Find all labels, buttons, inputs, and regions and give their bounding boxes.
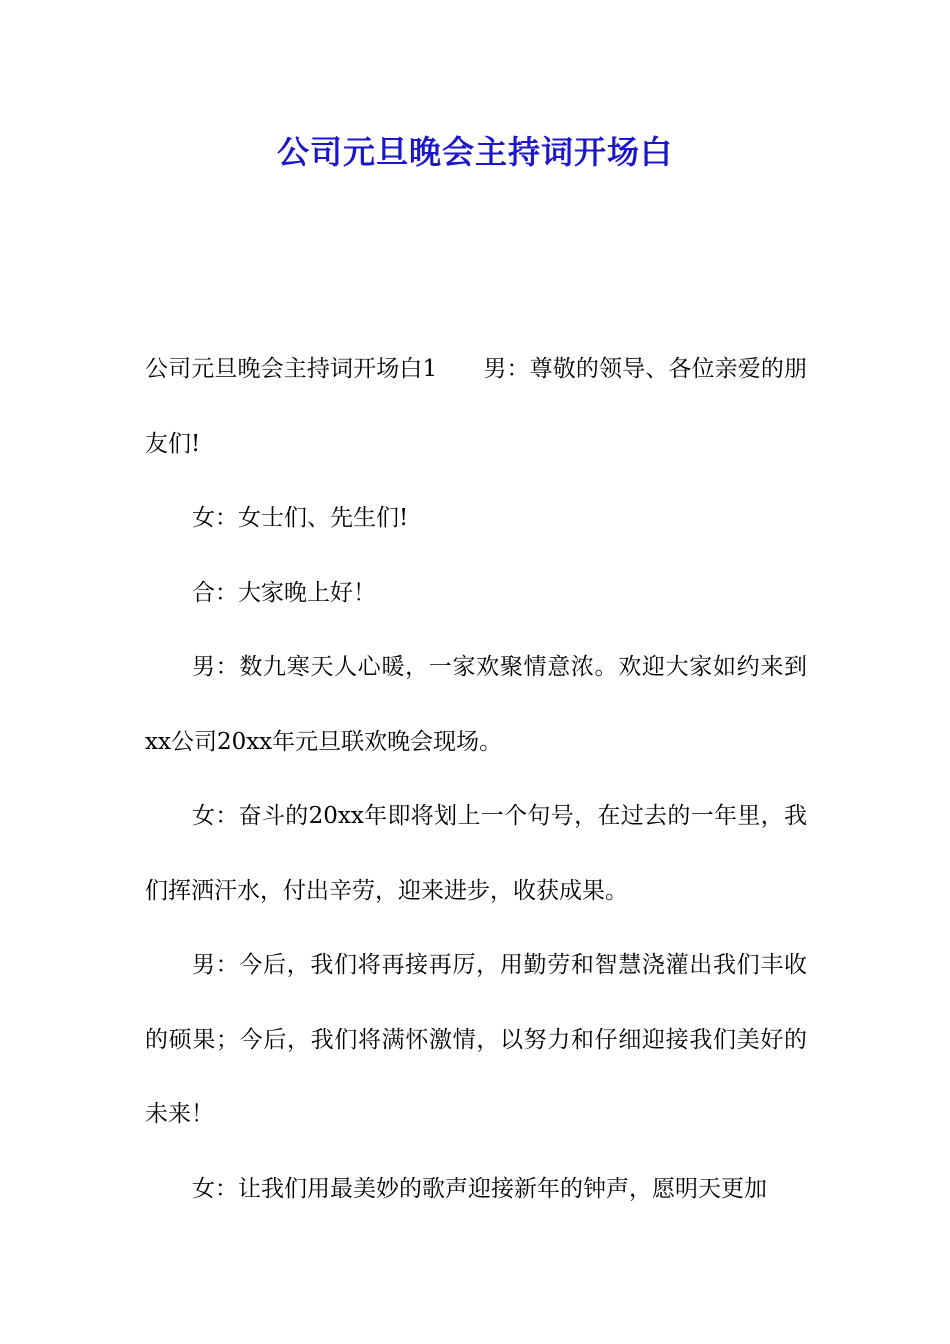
paragraph-3: 合：大家晚上好！ [192, 579, 376, 606]
paragraph-7: 女：让我们用最美妙的歌声迎接新年的钟声，愿明天更加 [192, 1175, 767, 1202]
paragraph-5: 女：奋斗的20xx年即将划上一个句号，在过去的一年里，我们挥洒汗水，付出辛劳，迎来进步，收获成果。 [145, 803, 807, 904]
paragraph-4: 男：数九寒天人心暖，一家欢聚情意浓。欢迎大家如约来到xx公司20xx年元旦联欢晚会现场。 [145, 654, 807, 755]
document-body [145, 332, 807, 1226]
document-title: 公司元旦晚会主持词开场白 [276, 133, 673, 171]
paragraph-6: 男：今后，我们将再接再厉，用勤劳和智慧浇灌出我们丰收的硕果；今后，我们将满怀激情，以努力和仔细迎接我们美好的未来！ [145, 952, 807, 1127]
paragraph-2: 女：女士们、先生们! [192, 505, 409, 531]
paragraph-1: 公司元旦晚会主持词开场白1 男：尊敬的领导、各位亲爱的朋友们! [145, 356, 807, 457]
